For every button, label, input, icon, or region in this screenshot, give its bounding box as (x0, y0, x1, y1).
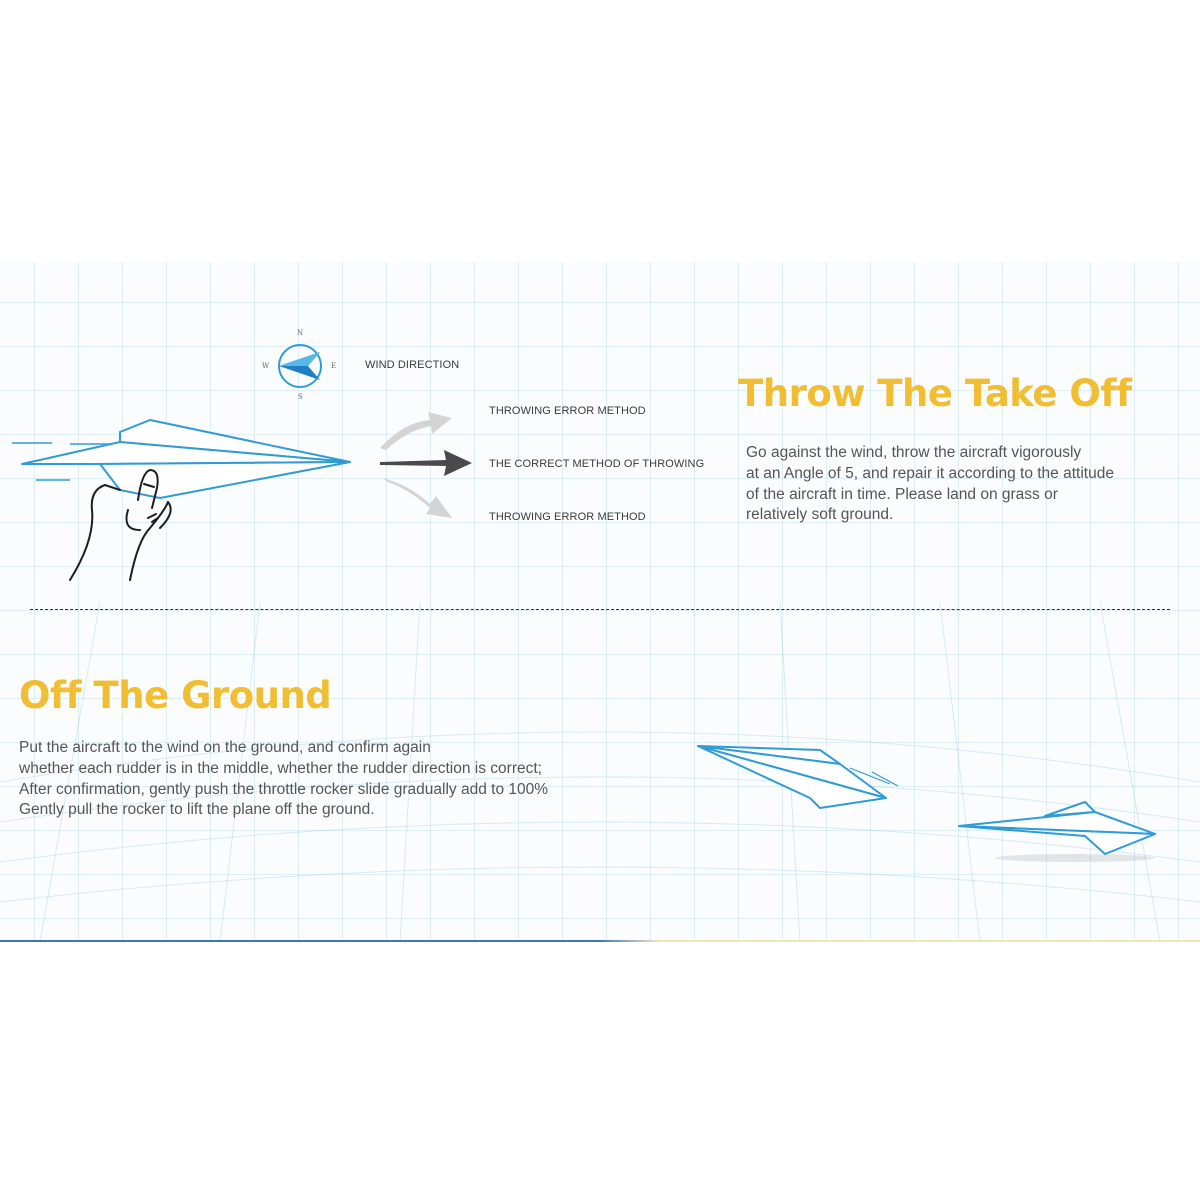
panel-divider (0, 940, 1200, 942)
throwing-correct-label: THE CORRECT METHOD OF THROWING (489, 458, 705, 470)
compass-east: E (331, 362, 337, 370)
takeoff-line: Go against the wind, throw the aircraft vigorously (746, 444, 1082, 461)
rising-plane-illustration (690, 738, 910, 818)
throwing-error-label-top: THROWING ERROR METHOD (489, 405, 646, 417)
throwing-error-label-bottom: THROWING ERROR METHOD (489, 511, 646, 523)
takeoff-line: at an Angle of 5, and repair it according to the attitude (746, 464, 1114, 482)
takeoff-line: of the aircraft in time. Please land on grass or (746, 485, 1058, 503)
ground-line: After confirmation, gently push the throttle rocker slide gradually add to 100% (19, 780, 549, 798)
compass-north: N (297, 329, 304, 337)
ground-line: whether each rudder is in the middle, whether the rudder direction is correct; (19, 759, 542, 777)
landed-plane-illustration (955, 798, 1165, 868)
ground-line: Gently pull the rocker to lift the plane off the ground. (19, 801, 375, 819)
compass-icon (270, 336, 330, 396)
compass-south: S (298, 393, 303, 401)
ground-description (19, 738, 548, 821)
takeoff-line: relatively soft ground. (746, 506, 894, 524)
throw-error-up-arrow (378, 404, 458, 454)
section-divider (30, 609, 1170, 610)
ground-line: Put the aircraft to the wind on the ground, and confirm again (19, 739, 431, 756)
takeoff-description (746, 443, 1114, 526)
ground-title: Off The Ground (19, 674, 332, 717)
hand-throwing-plane-illustration (0, 410, 360, 590)
throw-error-down-arrow (380, 474, 460, 524)
wind-direction-label: WIND DIRECTION (365, 359, 460, 371)
compass-west: W (262, 362, 270, 370)
takeoff-title: Throw The Take Off (738, 372, 1132, 415)
